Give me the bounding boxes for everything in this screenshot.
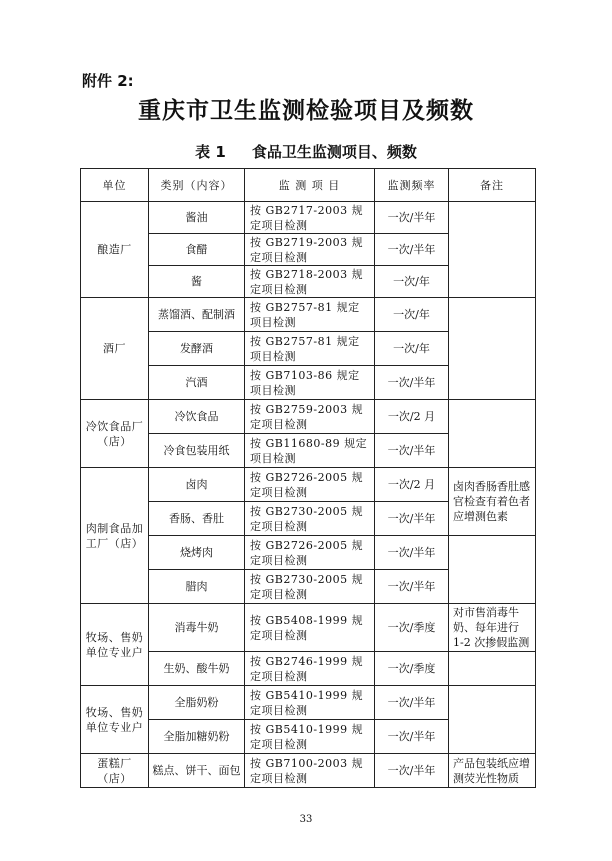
table-row (81, 536, 536, 570)
note-cell: 卤肉香肠香肚感官检查有着色者应增测色素 (449, 468, 536, 536)
category-cell: 腊肉 (149, 570, 245, 604)
table-number: 表 1 (195, 143, 226, 161)
item-cell: 按 GB2757-81 规定项目检测 (245, 332, 375, 366)
item-cell: 按 GB2746-1999 规定项目检测 (245, 652, 375, 686)
note-cell-empty (449, 536, 536, 604)
table-caption-text: 食品卫生监测项目、频数 (251, 143, 417, 161)
unit-cell: 冷饮食品厂（店） (81, 400, 149, 468)
table-caption (0, 141, 612, 162)
header-frequency: 监测频率 (375, 169, 449, 202)
unit-cell: 牧场、售奶单位专业户 (81, 686, 149, 754)
frequency-cell: 一次/半年 (375, 570, 449, 604)
item-cell: 按 GB7103-86 规定项目检测 (245, 366, 375, 400)
category-cell: 食醋 (149, 234, 245, 266)
frequency-cell: 一次/半年 (375, 202, 449, 234)
note-cell: 对市售消毒牛奶、每年进行 1-2 次掺假监测 (449, 604, 536, 652)
monitoring-table (80, 168, 536, 788)
category-cell: 卤肉 (149, 468, 245, 502)
frequency-cell: 一次/年 (375, 298, 449, 332)
note-cell (449, 298, 536, 400)
frequency-cell: 一次/季度 (375, 652, 449, 686)
header-note: 备注 (449, 169, 536, 202)
item-cell: 按 GB2718-2003 规定项目检测 (245, 266, 375, 298)
item-cell: 按 GB2726-2005 规定项目检测 (245, 468, 375, 502)
category-cell: 汽酒 (149, 366, 245, 400)
page-number: 33 (299, 814, 313, 825)
table-row (81, 604, 536, 652)
category-cell: 酱 (149, 266, 245, 298)
category-cell: 糕点、饼干、面包 (149, 754, 245, 788)
frequency-cell: 一次/2 月 (375, 468, 449, 502)
frequency-cell: 一次/年 (375, 266, 449, 298)
frequency-cell: 一次/半年 (375, 754, 449, 788)
category-cell: 全脂加糖奶粉 (149, 720, 245, 754)
table-row (81, 202, 536, 234)
unit-cell: 酒厂 (81, 298, 149, 400)
table-row (81, 298, 536, 332)
frequency-cell: 一次/半年 (375, 434, 449, 468)
unit-cell: 牧场、售奶单位专业户 (81, 604, 149, 686)
frequency-cell: 一次/半年 (375, 234, 449, 266)
item-cell: 按 GB2717-2003 规定项目检测 (245, 202, 375, 234)
header-unit: 单位 (81, 169, 149, 202)
frequency-cell: 一次/半年 (375, 366, 449, 400)
item-cell: 按 GB5408-1999 规定项目检测 (245, 604, 375, 652)
frequency-cell: 一次/年 (375, 332, 449, 366)
note-cell: 产品包装纸应增测荧光性物质 (449, 754, 536, 788)
category-cell: 冷饮食品 (149, 400, 245, 434)
category-cell: 冷食包装用纸 (149, 434, 245, 468)
frequency-cell: 一次/半年 (375, 720, 449, 754)
item-cell: 按 GB11680-89 规定项目检测 (245, 434, 375, 468)
note-cell (449, 202, 536, 298)
category-cell: 烧烤肉 (149, 536, 245, 570)
item-cell: 按 GB2726-2005 规定项目检测 (245, 536, 375, 570)
frequency-cell: 一次/半年 (375, 686, 449, 720)
note-cell (449, 686, 536, 754)
item-cell: 按 GB5410-1999 规定项目检测 (245, 686, 375, 720)
item-cell: 按 GB2759-2003 规定项目检测 (245, 400, 375, 434)
unit-cell: 酿造厂 (81, 202, 149, 298)
note-cell (449, 400, 536, 468)
category-cell: 消毒牛奶 (149, 604, 245, 652)
frequency-cell: 一次/半年 (375, 502, 449, 536)
table-row (81, 468, 536, 502)
item-cell: 按 GB2719-2003 规定项目检测 (245, 234, 375, 266)
item-cell: 按 GB2757-81 规定项目检测 (245, 298, 375, 332)
unit-cell: 肉制食品加工厂（店） (81, 468, 149, 604)
category-cell: 全脂奶粉 (149, 686, 245, 720)
header-category: 类别（内容） (149, 169, 245, 202)
frequency-cell: 一次/半年 (375, 536, 449, 570)
category-cell: 酱油 (149, 202, 245, 234)
item-cell: 按 GB2730-2005 规定项目检测 (245, 570, 375, 604)
table-row (81, 400, 536, 434)
frequency-cell: 一次/季度 (375, 604, 449, 652)
category-cell: 生奶、酸牛奶 (149, 652, 245, 686)
category-cell: 蒸馏酒、配制酒 (149, 298, 245, 332)
item-cell: 按 GB2730-2005 规定项目检测 (245, 502, 375, 536)
table-row (81, 754, 536, 788)
unit-cell: 蛋糕厂（店） (81, 754, 149, 788)
attachment-label: 附件 2: (82, 72, 134, 90)
table-row (81, 652, 536, 686)
item-cell: 按 GB5410-1999 规定项目检测 (245, 720, 375, 754)
table-header-row (81, 169, 536, 202)
note-cell-empty (449, 652, 536, 686)
frequency-cell: 一次/2 月 (375, 400, 449, 434)
category-cell: 香肠、香肚 (149, 502, 245, 536)
table-row (81, 686, 536, 720)
page-title: 重庆市卫生监测检验项目及频数 (138, 97, 474, 124)
item-cell: 按 GB7100-2003 规定项目检测 (245, 754, 375, 788)
category-cell: 发酵酒 (149, 332, 245, 366)
header-item: 监 测 项 目 (245, 169, 375, 202)
